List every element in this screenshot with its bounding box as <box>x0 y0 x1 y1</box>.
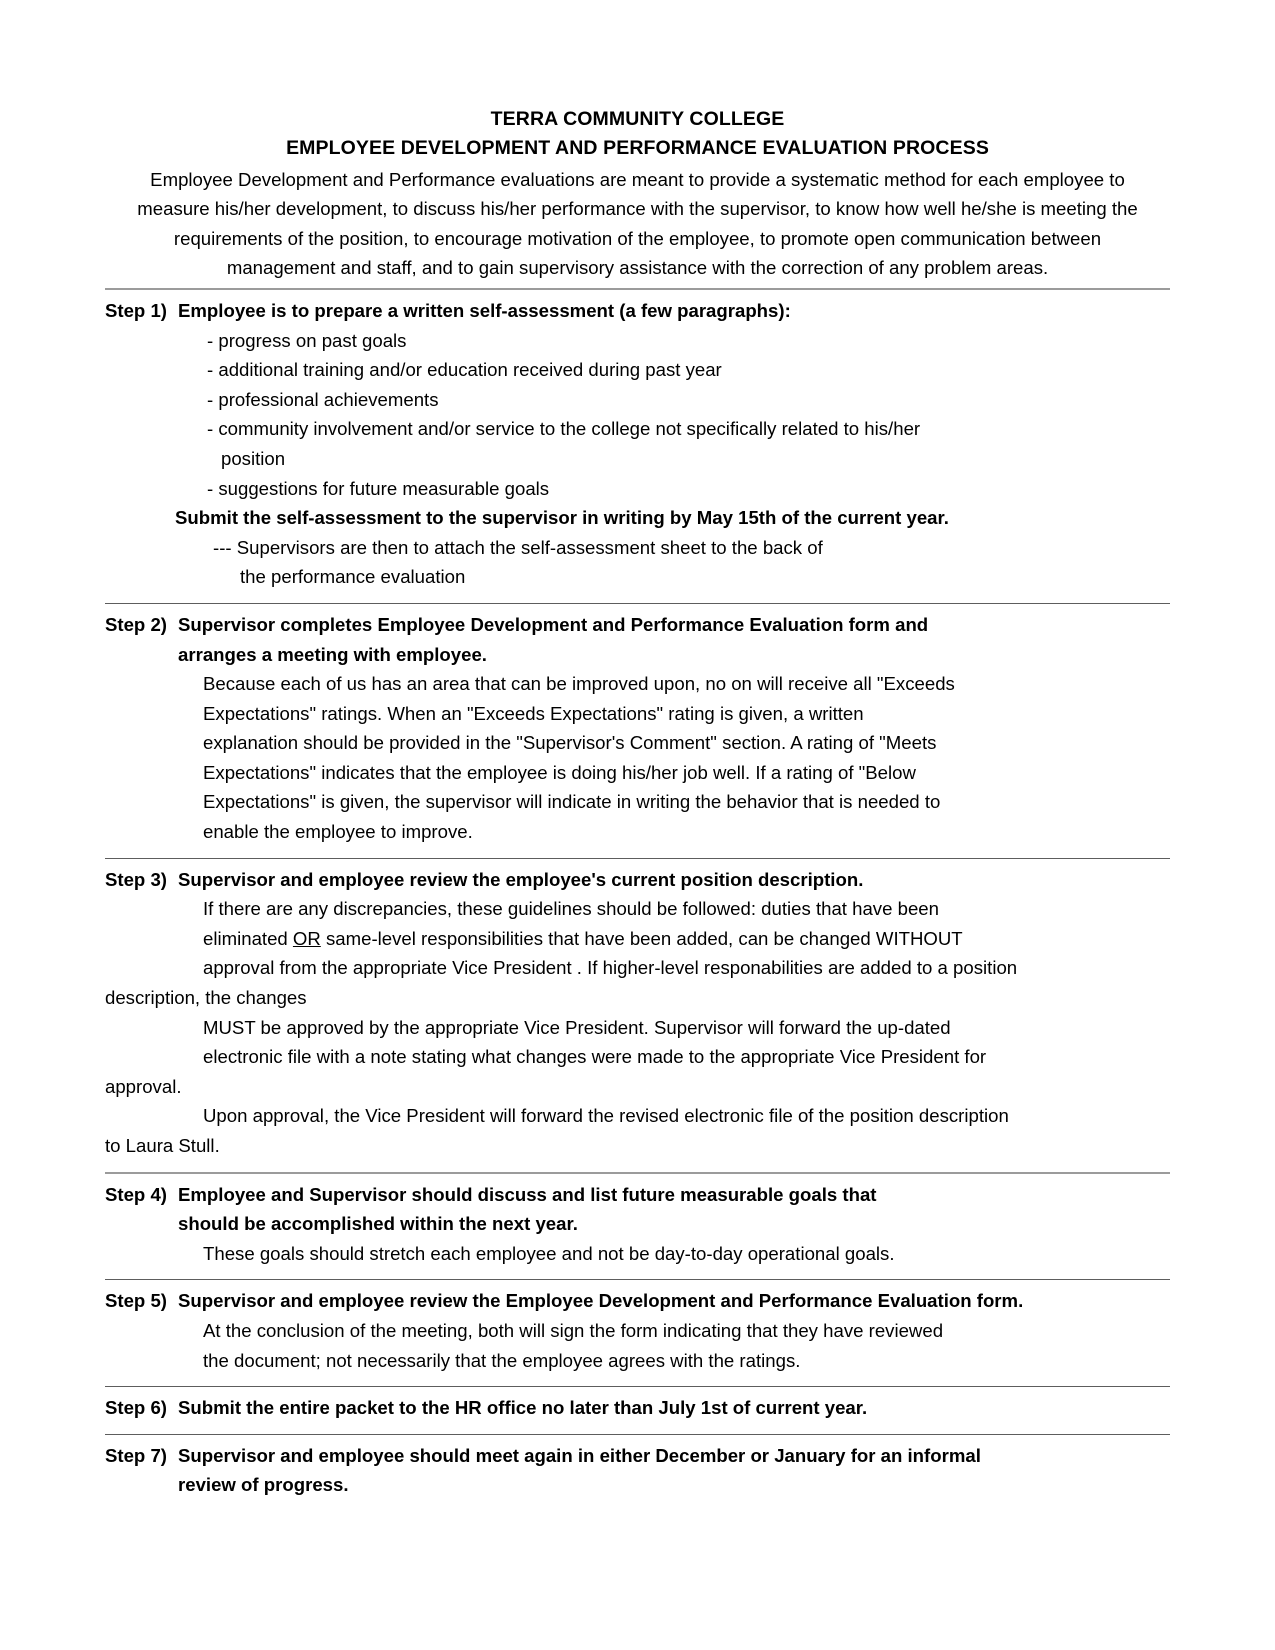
step-heading-text-4: Employee and Supervisor should discuss and list future measurable goals that <box>178 1183 877 1205</box>
step-body-line: explanation should be provided in the "Supervisor's Comment" section. A rating of "Meets <box>203 732 937 754</box>
step-heading-text-1: Employee is to prepare a written self-assessment (a few paragraphs): <box>178 299 791 321</box>
step-heading-5 <box>105 1286 1170 1316</box>
step-body-line-outdented: to Laura Stull. <box>105 1135 220 1156</box>
intro-paragraph: Employee Development and Performance evaluations are meant to provide a systematic method for each employee to measure his/her development, to discuss his/her performance with the supervisor, to know how well he/she is meeting the requirements of the position, to encourage motivation of the employee, to promote open communication between management and staff, and to gain supervisory assistance with the correction of any problem areas. <box>137 168 1138 279</box>
list-item: - suggestions for future measurable goals <box>207 477 550 499</box>
step-heading-text-2: Supervisor completes Employee Development and Performance Evaluation form and <box>178 613 929 635</box>
step-label-2: Step 2) <box>105 613 167 635</box>
step-body-line: If there are any discrepancies, these guidelines should be followed: duties that have been <box>203 898 939 920</box>
step-heading-4 <box>105 1180 1170 1210</box>
step-body-line: Because each of us has an area that can be improved upon, no on will receive all "Exceeds <box>203 673 955 695</box>
body-text-pre: eliminated <box>203 927 293 949</box>
step-body-line: enable the employee to improve. <box>203 821 473 843</box>
step-body-line: Expectations" is given, the supervisor will indicate in writing the behavior that is needed to <box>203 791 941 813</box>
submit-instruction: Submit the self-assessment to the supervisor in writing by May 15th of the current year. <box>175 507 949 529</box>
step-body-line: approval from the appropriate Vice President . If higher-level responabilities are added to a position <box>203 957 1018 979</box>
step-block-2 <box>105 604 1170 853</box>
step-heading-2 <box>105 610 1170 640</box>
step-body-line: MUST be approved by the appropriate Vice President. Supervisor will forward the up-dated <box>203 1016 951 1038</box>
step-heading-3 <box>105 865 1170 895</box>
page-title: TERRA COMMUNITY COLLEGE <box>490 108 785 130</box>
step-heading-1 <box>105 296 1170 326</box>
step-label-7: Step 7) <box>105 1444 167 1466</box>
step-note-line: --- Supervisors are then to attach the self-assessment sheet to the back of <box>213 536 823 558</box>
step-heading-continuation-2: arranges a meeting with employee. <box>178 643 487 665</box>
step-body-line: Expectations" indicates that the employee is doing his/her job well. If a rating of "Below <box>203 761 916 783</box>
step-block-4 <box>105 1174 1170 1275</box>
list-item: - additional training and/or education received during past year <box>207 359 722 381</box>
body-text-post: same-level responsibilities that have been added, can be changed WITHOUT <box>320 927 963 949</box>
step-label-5: Step 5) <box>105 1290 167 1312</box>
step-block-3 <box>105 859 1170 1167</box>
step-body-line-outdented: approval. <box>105 1075 182 1097</box>
step-heading-continuation-4: should be accomplished within the next year. <box>178 1213 578 1235</box>
step-body-line-with-underline <box>105 924 1170 954</box>
step-body-line-outdented: description, the changes <box>105 987 307 1009</box>
step-heading-7 <box>105 1441 1170 1471</box>
step-block-6 <box>105 1387 1170 1429</box>
step-heading-text-3: Supervisor and employee review the employee's current position description. <box>178 868 864 890</box>
step-block-5 <box>105 1280 1170 1381</box>
step-note-continuation: the performance evaluation <box>240 566 466 588</box>
underlined-or: OR <box>292 927 321 949</box>
list-item: - community involvement and/or service to the college not specifically related to his/her <box>207 418 921 440</box>
step-block-1 <box>105 290 1170 598</box>
document-header <box>105 105 1170 163</box>
list-item-continuation: position <box>221 447 286 469</box>
step-heading-text-6: Submit the entire packet to the HR office no later than July 1st of current year. <box>178 1397 868 1419</box>
step-heading-text-7: Supervisor and employee should meet again in either December or January for an informal <box>178 1444 981 1466</box>
step-label-6: Step 6) <box>105 1397 167 1419</box>
step-label-4: Step 4) <box>105 1183 167 1205</box>
step-label-3: Step 3) <box>105 868 167 890</box>
step-heading-6 <box>105 1393 1170 1423</box>
step-body-line: Expectations" ratings. When an "Exceeds Expectations" rating is given, a written <box>203 702 864 724</box>
step-body-line: These goals should stretch each employee and not be day-to-day operational goals. <box>203 1242 895 1264</box>
list-item: - professional achievements <box>207 388 439 410</box>
step-block-7 <box>105 1435 1170 1506</box>
step-heading-text-5: Supervisor and employee review the Employee Development and Performance Evaluation form. <box>178 1290 1024 1312</box>
list-item: - progress on past goals <box>207 329 407 351</box>
step-body-line: At the conclusion of the meeting, both will sign the form indicating that they have reviewed <box>203 1319 944 1341</box>
step-label-1: Step 1) <box>105 299 167 321</box>
step-body-line: the document; not necessarily that the employee agrees with the ratings. <box>203 1349 801 1371</box>
step-heading-continuation-7: review of progress. <box>178 1474 349 1496</box>
step-body-line: electronic file with a note stating what changes were made to the appropriate Vice President for <box>203 1046 987 1068</box>
page-subtitle: EMPLOYEE DEVELOPMENT AND PERFORMANCE EVALUATION PROCESS <box>286 136 989 159</box>
step-body-line: Upon approval, the Vice President will forward the revised electronic file of the position description <box>203 1105 1009 1127</box>
